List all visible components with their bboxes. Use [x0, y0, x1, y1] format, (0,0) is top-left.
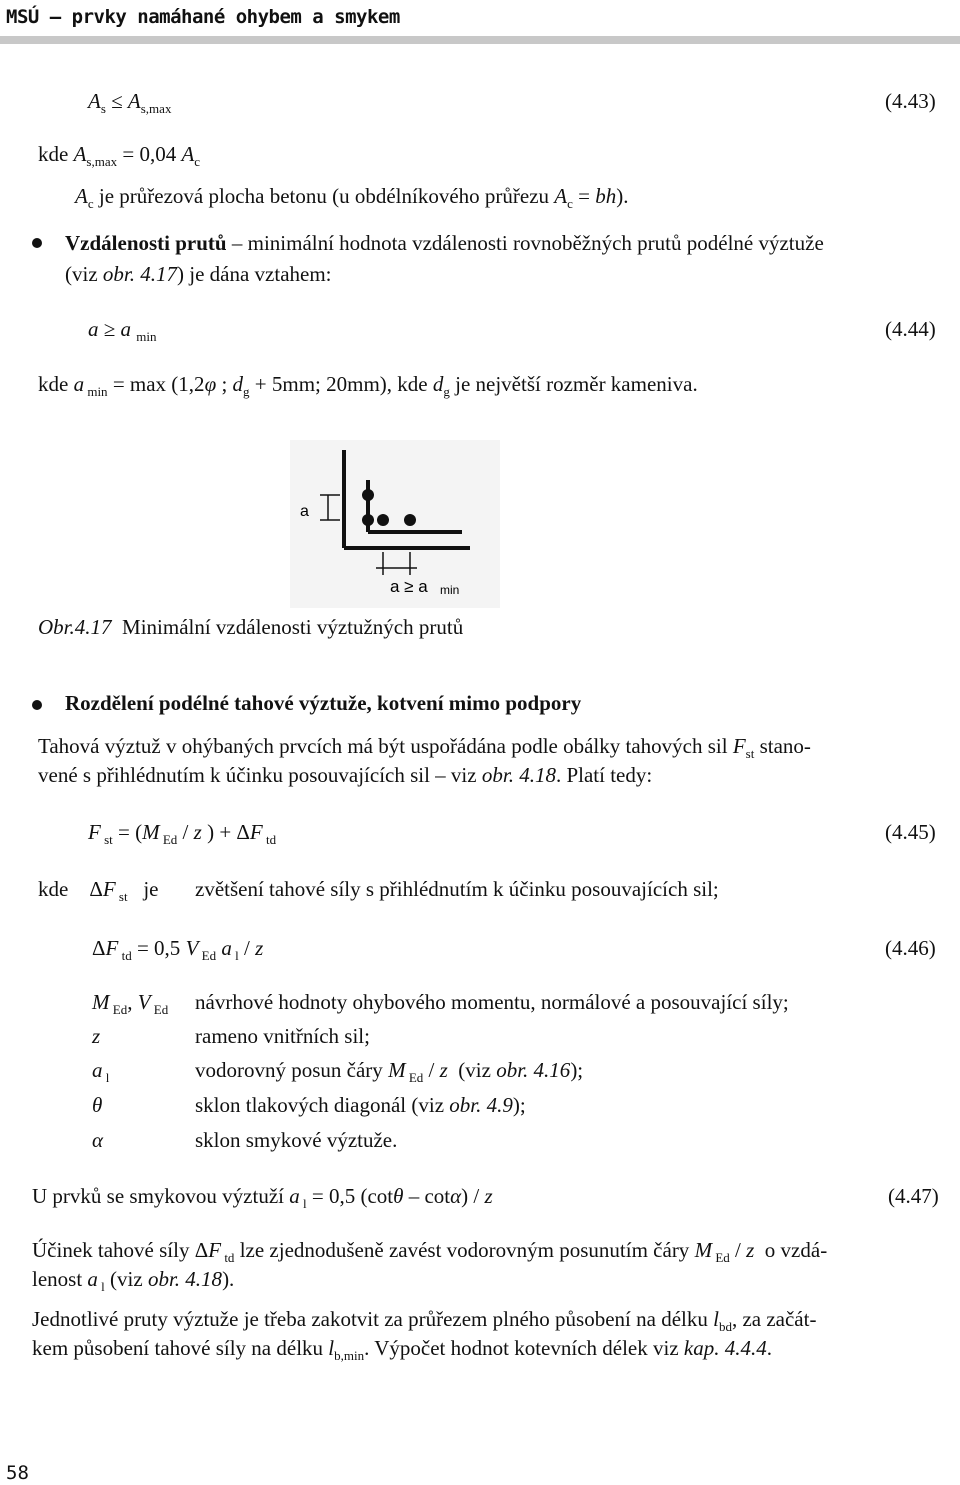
where-a-min: kde a $_{min}$ = max (1,2φ ; $d_g + 5mm$; 20mm), kde $d_g$ je největší rozměr kameniva.	[38, 372, 698, 399]
bullet-spacing-line1: Vzdálenosti prutů – minimální hodnota vzdálenosti rovnoběžných prutů podélné výztuže	[65, 231, 824, 255]
bar-spacing-figure	[290, 440, 500, 608]
def-symbol-theta: θ	[92, 1093, 103, 1117]
rebar-dot	[362, 489, 374, 501]
paragraph-anchorage: Jednotlivé pruty výztuže je třeba zakotvit za průřezem plného působení na délku $l_{bd}$, za začát- kem působení tahové síly na délku $l_{b,min}$. Výpočet hodnot kotevních délek viz kap. 4.4.4.	[32, 1307, 817, 1363]
equation-4-44: a ≥ a $_{min}$	[88, 317, 157, 344]
ac-description: $A_c$ je průřezová plocha betonu (u obdélníkového průřezu $A_c = bh$).	[75, 184, 629, 211]
def-symbol-z: z	[92, 1024, 101, 1048]
figure-label-amin-sub: min	[440, 583, 460, 597]
bullet-spacing-line2: (viz obr. 4.17) je dána vztahem:	[65, 262, 332, 286]
rebar-dot	[362, 514, 374, 526]
equation-4-46: ΔF $_{td}$ = 0,5 V $_{Ed}$ a $_l$ / z	[92, 936, 264, 963]
where-delta-fst: kde ΔF $_{st}$ je	[38, 877, 159, 904]
equation-number: (4.44)	[885, 317, 936, 341]
section-heading: Rozdělení podélné tahové výztuže, kotvení mimo podpory	[65, 691, 582, 715]
def-text-al: vodorovný posun čáry M $_{Ed}$ / z (viz obr. 4.16);	[195, 1058, 584, 1085]
where-as-max: kde $A_{s,max} = 0,04$ $A_c$	[38, 142, 201, 169]
rebar-dot	[377, 514, 389, 526]
bullet-icon	[32, 238, 42, 248]
paragraph-shift-effect: Účinek tahové síly ΔF $_{td}$ lze zjednodušeně zavést vodorovným posunutím čáry M $_{Ed}$ / z o vzdá- lenost a $_l$ (viz obr. 4.18).	[32, 1238, 828, 1294]
def-text-theta: sklon tlakových diagonál (viz obr. 4.9);	[195, 1093, 526, 1117]
page-number: 58	[6, 1462, 29, 1484]
equation-4-45: F $_{st}$ = (M $_{Ed}$ / z ) + ΔF $_{td}$	[88, 820, 277, 847]
def-text-med: návrhové hodnoty ohybového momentu, normálové a posouvající síly;	[195, 990, 789, 1014]
rebar-dot	[404, 514, 416, 526]
equation-number: (4.45)	[885, 820, 936, 844]
paragraph-tension-reinforcement: Tahová výztuž v ohýbaných prvcích má být uspořádána podle obálky tahových sil $F_{st}$ stano- vené s přihlédnutím k účinku posouvajících sil – viz obr. 4.18. Platí tedy:	[38, 734, 811, 787]
bullet-icon	[32, 700, 42, 710]
equation-4-47: U prvků se smykovou výztuží a $_l$ = 0,5 (cotθ – cotα) / z	[32, 1184, 493, 1211]
def-symbol-med: M $_{Ed}$, V $_{Ed}$	[92, 990, 169, 1017]
def-symbol-alpha: α	[92, 1128, 104, 1152]
equation-4-43: $A_s \le A_{s,max}$	[88, 89, 172, 116]
def-text-alpha: sklon smykové výztuže.	[195, 1128, 398, 1152]
equation-number: (4.43)	[885, 89, 936, 113]
delta-fst-description: zvětšení tahové síly s přihlédnutím k účinku posouvajících sil;	[195, 877, 719, 901]
page-header: MSÚ – prvky namáhané ohybem a smykem	[6, 6, 400, 28]
def-symbol-al: a $_l$	[92, 1058, 110, 1085]
equation-number: (4.46)	[885, 936, 936, 960]
figure-label-a: a	[300, 503, 309, 520]
figure-caption: Obr.4.17 Minimální vzdálenosti výztužných prutů	[38, 615, 464, 639]
figure-label-amin: a ≥ a	[390, 577, 428, 596]
equation-number: (4.47)	[888, 1184, 939, 1208]
header-rule	[0, 36, 960, 44]
def-text-z: rameno vnitřních sil;	[195, 1024, 370, 1048]
